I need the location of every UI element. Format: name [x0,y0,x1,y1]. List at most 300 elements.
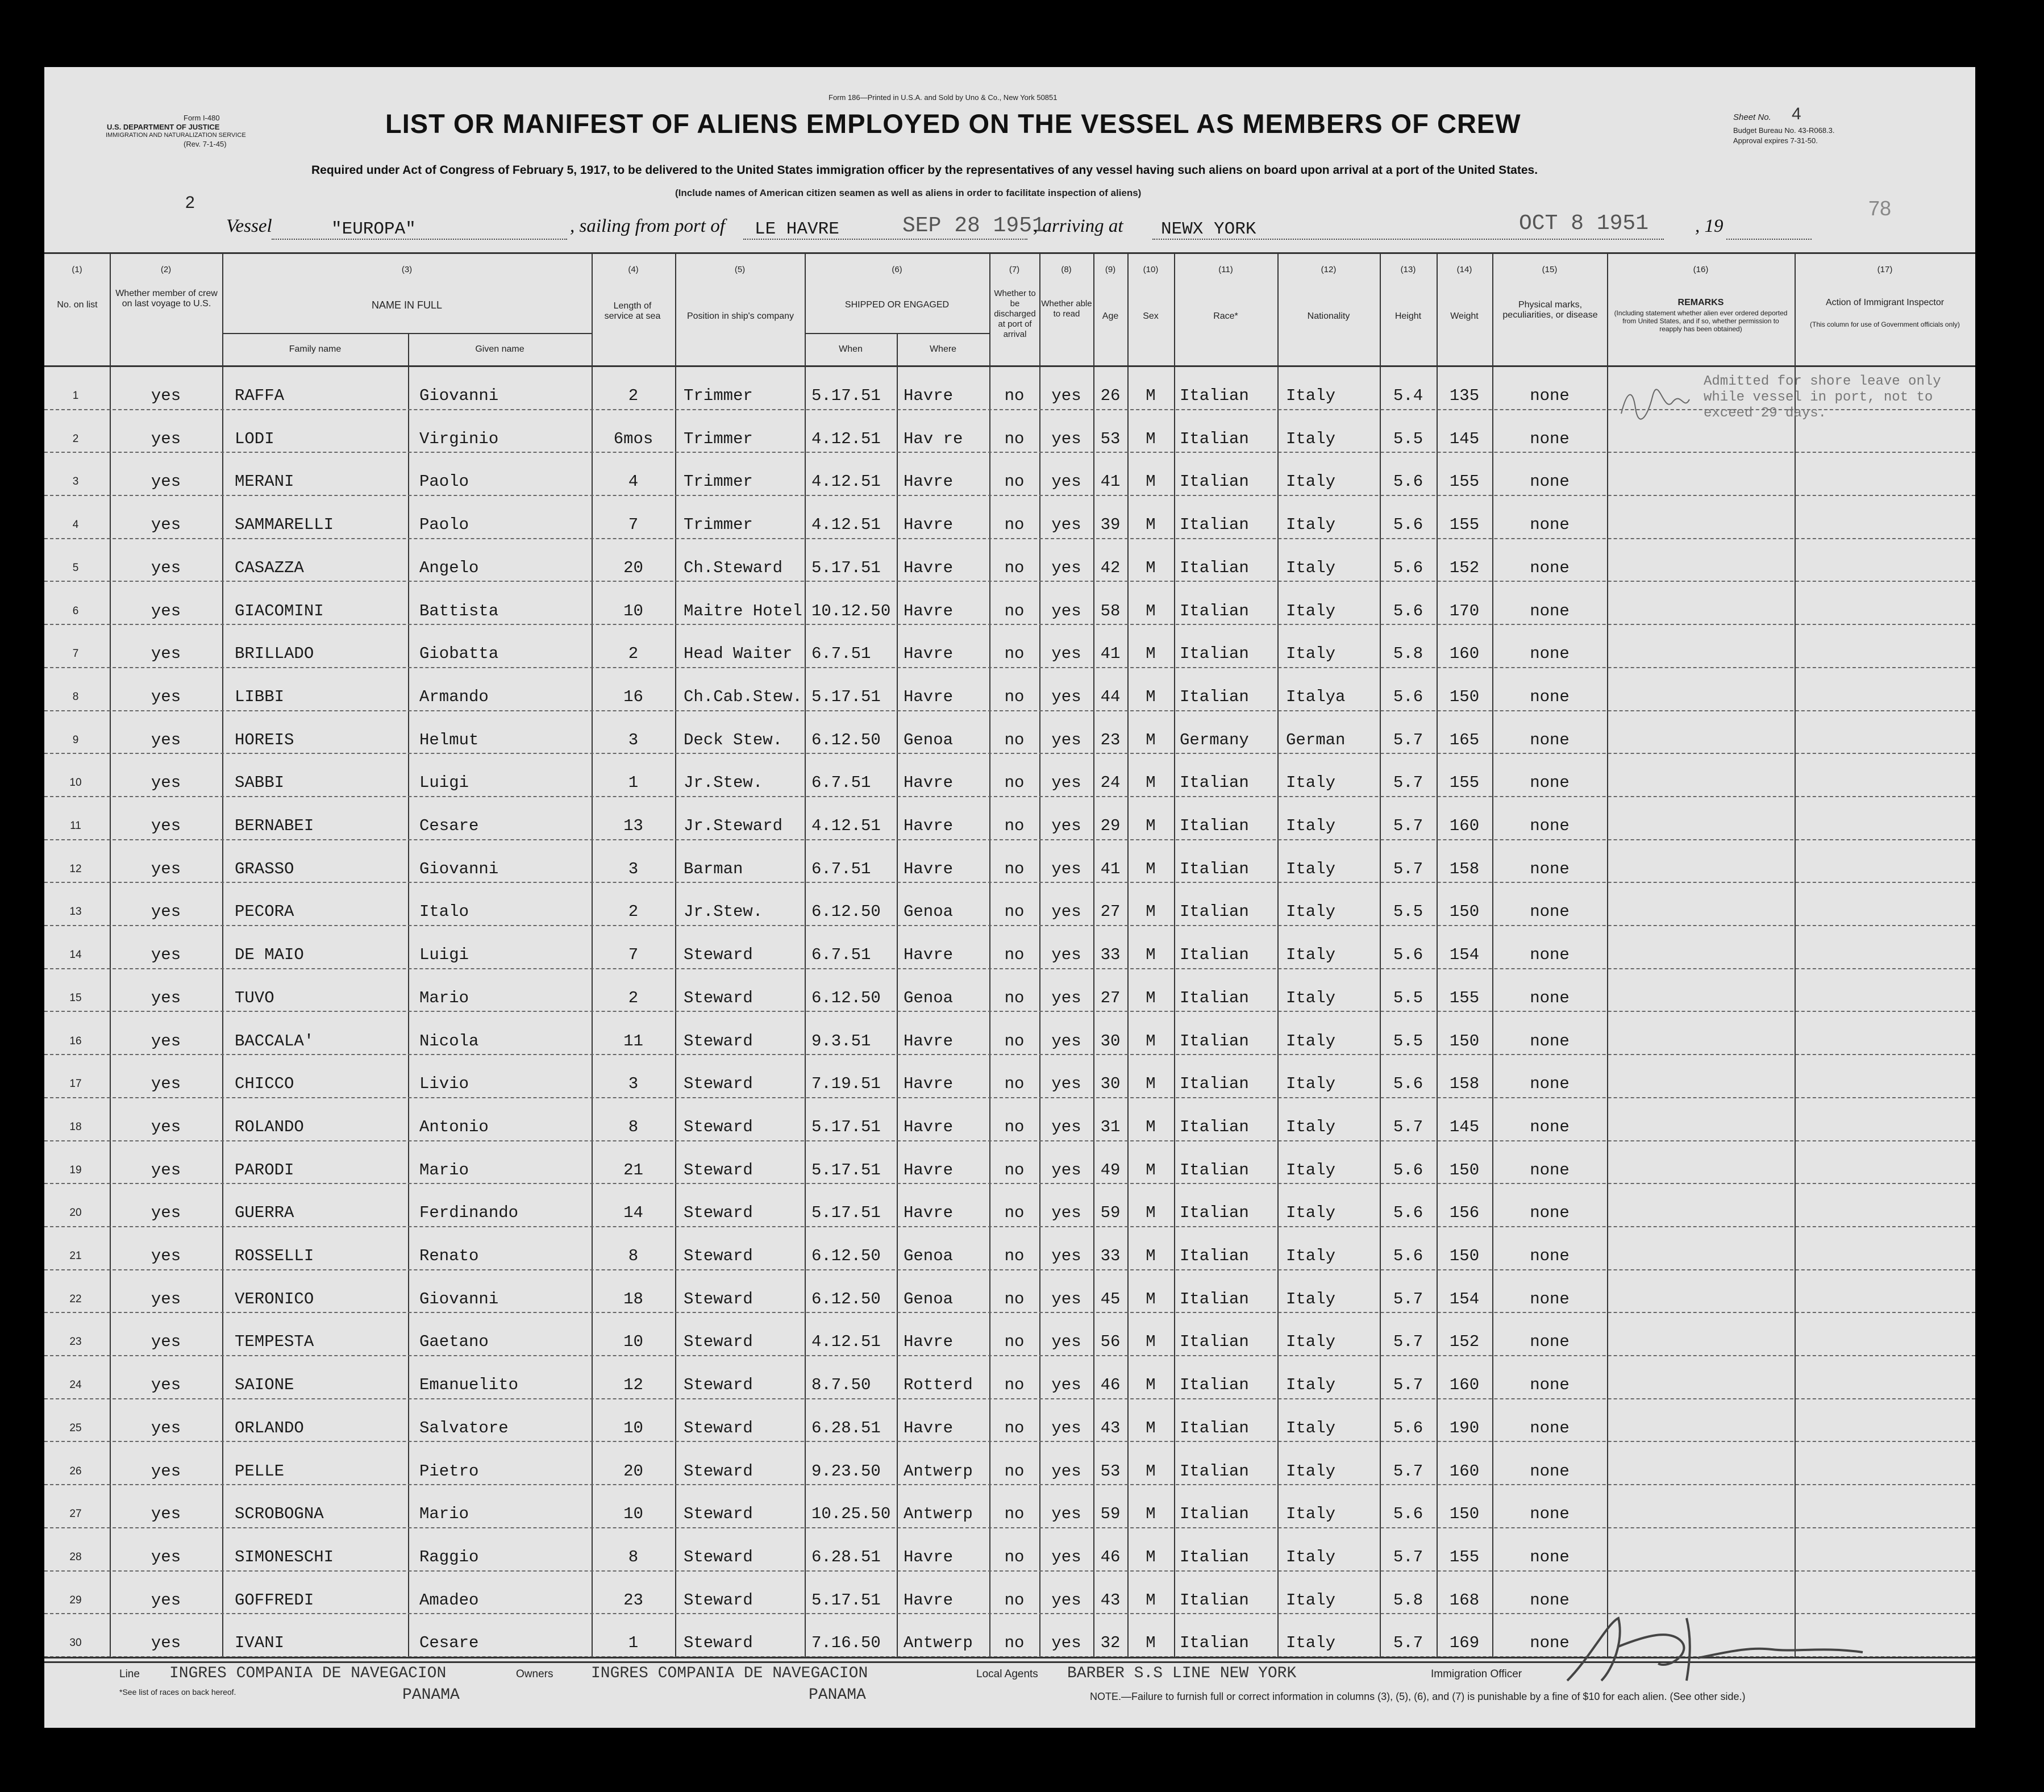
form-id: Form I-480 [184,114,220,122]
cell-family: TUVO [235,988,274,1007]
cell-service: 2 [628,902,639,922]
row-number: 13 [69,906,82,918]
cell-family: VERONICO [235,1289,314,1308]
cell-height: 5.6 [1393,1505,1423,1524]
cell-read: yes [1051,1505,1081,1524]
cell-sex: M [1146,1289,1156,1308]
cell-discharged: no [1004,386,1025,405]
cell-where: Genoa [904,902,954,922]
vessel-label: Vessel [226,216,272,236]
cell-nationality: Italy [1286,1074,1336,1094]
cell-service: 10 [623,1418,643,1437]
cell-height: 5.6 [1393,1418,1423,1437]
cell-position: Trimmer [684,429,753,448]
cell-when: 5.17.51 [811,1117,881,1136]
cell-discharged: no [1004,1461,1025,1481]
cell-nationality: Italya [1286,687,1346,706]
cell-service: 6mos [613,429,653,448]
cell-crew: yes [151,773,181,793]
cell-when: 6.7.51 [811,859,871,878]
cell-family: ORLANDO [235,1418,304,1437]
cell-nationality: Italy [1286,1418,1336,1437]
cell-age: 41 [1100,644,1121,664]
manifest-sheet [44,67,1975,1728]
cell-position: Steward [684,1031,753,1051]
cell-crew: yes [151,816,181,835]
cell-race: Italian [1180,687,1249,706]
cell-where: Havre [904,386,954,405]
cell-race: Italian [1180,515,1249,535]
cell-height: 5.7 [1393,1332,1423,1352]
cell-position: Steward [684,1117,753,1136]
sheet-number: 4 [1792,105,1801,123]
cell-family: BRILLADO [235,644,314,664]
cell-given: Renato [419,1247,479,1265]
row-number: 23 [69,1336,82,1348]
cell-service: 3 [628,1074,639,1094]
col-header-discharged: Whether to be discharged at port of arrival [994,289,1036,339]
row-number: 26 [69,1465,82,1477]
cell-where: Havre [904,558,954,577]
col-header-weight: Weight [1450,311,1479,321]
penalty-note: NOTE.—Failure to furnish full or correct information in columns (3), (5), (6), and (7) is punishable by a fine of $10 for each alien. (See other side.) [1090,1691,1746,1702]
remarks-text: Admitted for shore leave only while vessel in port, not to exceed 29 days. [1704,374,1941,421]
cell-given: Virginio [419,429,499,448]
cell-when: 6.28.51 [811,1418,881,1437]
cell-where: Havre [904,687,954,706]
cell-sex: M [1146,859,1156,878]
cell-nationality: Italy [1286,386,1336,405]
cell-height: 5.6 [1393,945,1423,965]
cell-race: Italian [1180,1633,1249,1653]
cell-weight: 145 [1449,429,1480,448]
cell-marks: none [1530,472,1570,491]
cell-sex: M [1146,1505,1156,1524]
cell-age: 44 [1100,687,1121,706]
row-number: 22 [69,1293,82,1305]
cell-weight: 158 [1449,1074,1480,1094]
page-title: LIST OR MANIFEST OF ALIENS EMPLOYED ON THE VESSEL AS MEMBERS OF CREW [385,109,1521,139]
service: IMMIGRATION AND NATURALIZATION SERVICE [106,132,246,139]
table-row [44,582,1975,626]
cell-position: Head Waiter [684,644,793,664]
cell-when: 4.12.51 [811,472,881,491]
cell-when: 5.17.51 [811,1203,881,1223]
cell-crew: yes [151,1376,181,1395]
cell-position: Steward [684,1074,753,1094]
cell-marks: none [1530,902,1570,922]
cell-sex: M [1146,902,1156,922]
cell-sex: M [1146,558,1156,577]
cell-when: 9.3.51 [811,1031,871,1051]
cell-when: 6.12.50 [811,902,881,922]
cell-nationality: Italy [1286,1505,1336,1524]
cell-age: 39 [1100,515,1121,535]
cell-height: 5.6 [1393,1160,1423,1180]
cell-marks: none [1530,601,1570,620]
cell-read: yes [1051,1289,1081,1308]
cell-crew: yes [151,945,181,965]
row-number: 21 [69,1250,82,1262]
cell-age: 41 [1100,859,1121,878]
col-num-4: (4) [628,265,639,274]
cell-crew: yes [151,386,181,405]
cell-sex: M [1146,816,1156,835]
cell-family: SCROBOGNA [235,1505,324,1524]
cell-weight: 150 [1449,1505,1480,1524]
cell-discharged: no [1004,1376,1025,1395]
table-row [44,1184,1975,1227]
cell-when: 7.19.51 [811,1074,881,1094]
cell-when: 6.7.51 [811,773,871,793]
cell-marks: none [1530,1461,1570,1481]
cell-height: 5.5 [1393,988,1423,1007]
col-num-12: (12) [1321,265,1337,274]
cell-sex: M [1146,687,1156,706]
cell-when: 10.12.50 [811,601,891,620]
sheet-label: Sheet No. [1733,112,1771,122]
cell-when: 5.17.51 [811,687,881,706]
cell-weight: 145 [1449,1117,1480,1136]
cell-family: GRASSO [235,859,294,878]
cell-position: Steward [684,1461,753,1481]
cell-discharged: no [1004,816,1025,835]
cell-age: 46 [1100,1547,1121,1566]
cell-sex: M [1146,386,1156,405]
cell-position: Steward [684,1418,753,1437]
cell-discharged: no [1004,644,1025,664]
table-row [44,969,1975,1012]
cell-nationality: Italy [1286,988,1336,1007]
cell-when: 5.17.51 [811,1160,881,1180]
row-number: 18 [69,1120,82,1133]
cell-weight: 190 [1449,1418,1480,1437]
col-header-remarks: REMARKS [1677,298,1724,307]
row-number: 30 [69,1637,82,1649]
cell-age: 32 [1100,1633,1121,1653]
cell-when: 7.16.50 [811,1633,881,1653]
cell-position: Steward [684,1160,753,1180]
cell-sex: M [1146,1633,1156,1653]
cell-when: 5.17.51 [811,386,881,405]
cell-marks: none [1530,1031,1570,1051]
cell-sex: M [1146,472,1156,491]
cell-marks: none [1530,1203,1570,1223]
cell-where: Rotterd [904,1376,973,1395]
remarks-initials [1618,385,1692,425]
cell-age: 49 [1100,1160,1121,1180]
cell-position: Steward [684,1590,753,1610]
cell-given: Paolo [419,472,469,491]
officer-label: Immigration Officer [1431,1668,1522,1680]
cell-nationality: Italy [1286,1547,1336,1566]
cell-service: 8 [628,1117,639,1136]
cell-read: yes [1051,1031,1081,1051]
cell-nationality: Italy [1286,1031,1336,1051]
cell-age: 26 [1100,386,1121,405]
col-header-service: Length of service at sea [604,301,661,321]
cell-read: yes [1051,1332,1081,1352]
cell-crew: yes [151,429,181,448]
cell-where: Antwerp [904,1461,973,1481]
cell-discharged: no [1004,945,1025,965]
cell-given: Gaetano [419,1332,489,1352]
cell-race: Italian [1180,773,1249,793]
cell-family: GOFFREDI [235,1590,314,1610]
cell-family: GUERRA [235,1203,294,1223]
cell-family: SAMMARELLI [235,515,334,535]
cell-family: ROSSELLI [235,1247,314,1265]
row-number: 10 [69,777,82,789]
cell-discharged: no [1004,730,1025,749]
cell-where: Havre [904,515,954,535]
cell-read: yes [1051,945,1081,965]
table-row [44,1141,1975,1185]
cell-marks: none [1530,644,1570,664]
cell-given: Luigi [419,773,469,793]
cell-height: 5.8 [1393,644,1423,664]
row-number: 24 [69,1379,82,1391]
cell-discharged: no [1004,1247,1025,1265]
cell-discharged: no [1004,1332,1025,1352]
agents-label: Local Agents [976,1668,1038,1680]
cell-age: 27 [1100,988,1121,1007]
col-num-3: (3) [401,265,413,274]
cell-where: Genoa [904,988,954,1007]
cell-service: 7 [628,945,639,965]
cell-discharged: no [1004,859,1025,878]
cell-given: Mario [419,1505,469,1524]
cell-when: 4.12.51 [811,429,881,448]
cell-weight: 152 [1449,558,1480,577]
cell-where: Havre [904,1074,954,1094]
cell-read: yes [1051,902,1081,922]
cell-height: 5.6 [1393,558,1423,577]
cell-weight: 150 [1449,1031,1480,1051]
cell-when: 5.17.51 [811,1590,881,1610]
cell-family: PECORA [235,902,294,922]
cell-race: Italian [1180,1376,1249,1395]
cell-discharged: no [1004,1505,1025,1524]
cell-race: Italian [1180,1247,1249,1265]
cell-race: Italian [1180,1074,1249,1094]
cell-height: 5.6 [1393,1247,1423,1265]
cell-position: Maitre Hotel [684,601,802,620]
cell-given: Ferdinando [419,1203,519,1223]
cell-race: Italian [1180,1117,1249,1136]
cell-height: 5.4 [1393,386,1423,405]
printer-note: Form 186—Printed in U.S.A. and Sold by Uno & Co., New York 50851 [829,93,1058,102]
col-num-5: (5) [734,265,746,274]
cell-service: 7 [628,515,639,535]
cell-marks: none [1530,1117,1570,1136]
owners-label: Owners [516,1668,553,1680]
row-number: 29 [69,1594,82,1606]
cell-service: 8 [628,1247,639,1265]
cell-where: Havre [904,1547,954,1566]
cell-position: Steward [684,1247,753,1265]
cell-read: yes [1051,816,1081,835]
cell-read: yes [1051,1590,1081,1610]
sail-date-stamp: SEP 28 1951 [902,214,1045,238]
cell-sex: M [1146,1547,1156,1566]
col-header-when: When [839,344,863,354]
cell-crew: yes [151,1633,181,1653]
cell-where: Havre [904,945,954,965]
cell-given: Giovanni [419,1289,499,1308]
cell-where: Havre [904,1418,954,1437]
cell-age: 33 [1100,945,1121,965]
races-note: *See list of races on back hereof. [119,1687,236,1697]
cell-family: CHICCO [235,1074,294,1094]
cell-read: yes [1051,1074,1081,1094]
vessel-name: "EUROPA" [331,219,416,239]
cell-given: Helmut [419,730,479,749]
cell-family: TEMPESTA [235,1332,314,1352]
cell-when: 6.12.50 [811,1247,881,1265]
cell-marks: none [1530,1074,1570,1094]
cell-nationality: Italy [1286,1289,1336,1308]
cell-service: 10 [623,1505,643,1524]
cell-service: 23 [623,1590,643,1610]
table-row [44,926,1975,969]
cell-sex: M [1146,988,1156,1007]
cell-age: 29 [1100,816,1121,835]
table-row [44,1270,1975,1314]
cell-read: yes [1051,730,1081,749]
cell-weight: 150 [1449,1247,1480,1265]
row-number: 12 [69,862,82,875]
port-to: NEWX YORK [1161,219,1256,239]
cell-service: 12 [623,1376,643,1395]
cell-when: 4.12.51 [811,1332,881,1352]
cell-family: PELLE [235,1461,285,1481]
cell-service: 1 [628,773,639,793]
cell-sex: M [1146,730,1156,749]
cell-discharged: no [1004,429,1025,448]
cell-service: 10 [623,1332,643,1352]
cell-where: Havre [904,601,954,620]
cell-where: Havre [904,816,954,835]
cell-marks: none [1530,1332,1570,1352]
cell-nationality: Italy [1286,1332,1336,1352]
cell-discharged: no [1004,1117,1025,1136]
cell-age: 30 [1100,1031,1121,1051]
cell-where: Genoa [904,1247,954,1265]
cell-crew: yes [151,859,181,878]
cell-crew: yes [151,1160,181,1180]
sailing-label: , sailing from port of [570,216,725,236]
cell-marks: none [1530,945,1570,965]
cell-when: 6.12.50 [811,730,881,749]
table-row [44,539,1975,582]
cell-race: Italian [1180,1160,1249,1180]
cell-weight: 165 [1449,730,1480,749]
cell-family: BERNABEI [235,816,314,835]
cell-height: 5.5 [1393,429,1423,448]
col-header-height: Height [1394,311,1422,321]
cell-service: 3 [628,859,639,878]
table-row [44,1055,1975,1098]
row-number: 4 [72,519,79,531]
cell-position: Ch.Cab.Stew. [684,687,802,706]
cell-when: 4.12.51 [811,515,881,535]
row-number: 14 [69,949,82,961]
cell-when: 10.25.50 [811,1505,891,1524]
row-number: 6 [72,605,79,617]
department: U.S. DEPARTMENT OF JUSTICE [107,123,220,131]
cell-race: Italian [1180,1590,1249,1610]
cell-height: 5.7 [1393,1461,1423,1481]
col-num-7: (7) [1009,265,1020,274]
cell-service: 4 [628,472,639,491]
cell-weight: 150 [1449,1160,1480,1180]
cell-read: yes [1051,386,1081,405]
table-row [44,840,1975,884]
cell-race: Italian [1180,1461,1249,1481]
cell-read: yes [1051,1633,1081,1653]
cell-family: PARODI [235,1160,294,1180]
cell-nationality: Italy [1286,1461,1336,1481]
cell-marks: none [1530,1633,1570,1653]
cell-weight: 155 [1449,988,1480,1007]
cell-sex: M [1146,1160,1156,1180]
row-number: 16 [69,1035,82,1047]
cell-given: Giovanni [419,386,499,405]
cell-weight: 155 [1449,773,1480,793]
cell-given: Mario [419,988,469,1007]
cell-discharged: no [1004,515,1025,535]
col-num-15: (15) [1542,265,1558,274]
cell-discharged: no [1004,1203,1025,1223]
cell-age: 41 [1100,472,1121,491]
cell-age: 45 [1100,1289,1121,1308]
cell-where: Genoa [904,730,954,749]
cell-sex: M [1146,1031,1156,1051]
cell-when: 4.12.51 [811,816,881,835]
cell-service: 1 [628,1633,639,1653]
cell-read: yes [1051,859,1081,878]
cell-sex: M [1146,1376,1156,1395]
cell-read: yes [1051,1117,1081,1136]
cell-given: Luigi [419,945,469,965]
cell-discharged: no [1004,1590,1025,1610]
col-header-action: Action of Immigrant Inspector [1825,298,1945,307]
cell-height: 5.6 [1393,687,1423,706]
arriving-label: , arriving at [1033,216,1123,236]
cell-race: Italian [1180,1547,1249,1566]
cell-marks: none [1530,558,1570,577]
col-num-11: (11) [1218,265,1233,274]
cell-position: Steward [684,988,753,1007]
cell-service: 3 [628,730,639,749]
cell-position: Steward [684,1203,753,1223]
cell-where: Havre [904,1203,954,1223]
cell-weight: 154 [1449,945,1480,965]
cell-position: Steward [684,1505,753,1524]
cell-family: HOREIS [235,730,294,749]
cell-age: 43 [1100,1590,1121,1610]
table-row [44,754,1975,797]
cell-where: Antwerp [904,1633,973,1653]
cell-height: 5.7 [1393,730,1423,749]
row-number: 27 [69,1508,82,1520]
cell-nationality: Italy [1286,1203,1336,1223]
cell-weight: 154 [1449,1289,1480,1308]
cell-age: 43 [1100,1418,1121,1437]
cell-crew: yes [151,1590,181,1610]
cell-crew: yes [151,1117,181,1136]
